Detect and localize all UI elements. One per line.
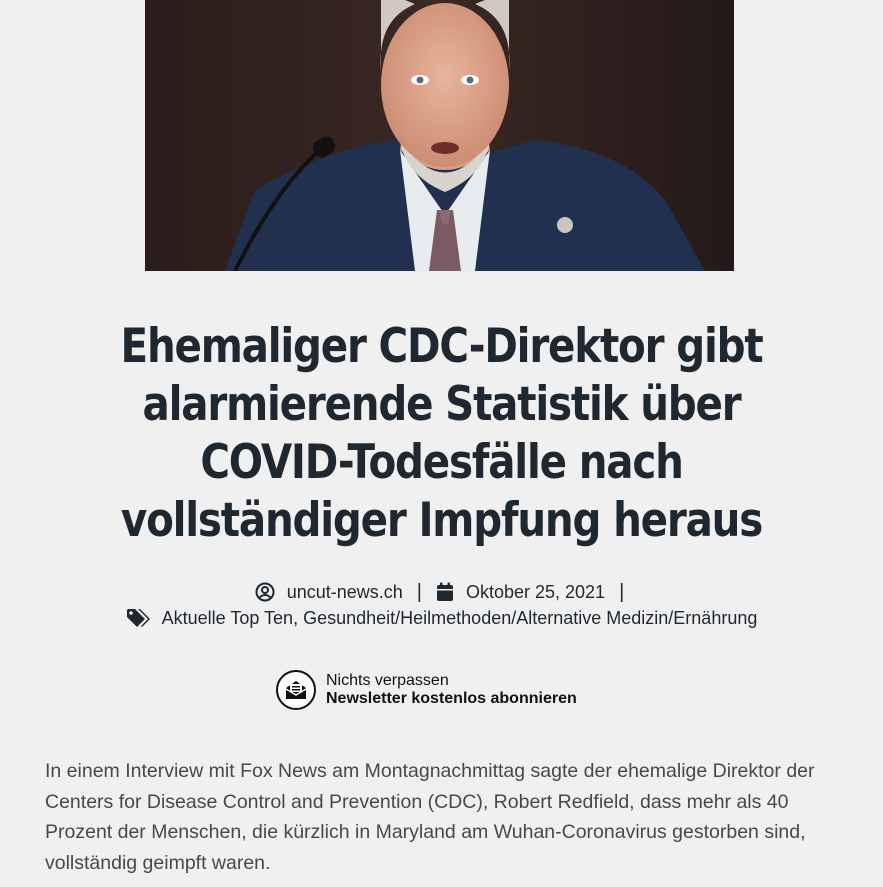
newsletter-line2: Newsletter kostenlos abonnieren <box>326 690 577 707</box>
tags-icon <box>126 608 152 628</box>
article-title: Ehemaliger CDC-Direktor gibt alarmierende Statistik über COVID-Todesfälle nach vollständiger Impfung heraus <box>120 319 763 548</box>
meta-separator: | <box>416 580 422 603</box>
article-meta <box>0 578 883 606</box>
author-link[interactable]: uncut-news.ch <box>286 581 403 602</box>
article-body: In einem Interview mit Fox News am Montagnachmittag sagte der ehemalige Direktor der Centers for Disease Control and Prevention (CDC), Robert Redfield, dass mehr als 40 Prozent der Menschen, die kürzlich in Maryland am Wuhan-Coronavirus gestorben sind, vollständig geimpft waren. <box>45 760 815 874</box>
envelope-open-icon <box>276 670 316 710</box>
hero-photo-illustration <box>145 0 734 271</box>
article-categories <box>0 604 883 632</box>
date-meta <box>436 582 605 603</box>
date-link[interactable]: Oktober 25, 2021 <box>465 581 606 602</box>
category-link-gesundheit[interactable]: Gesundheit/Heilmethoden/Alternative Medizin/Ernährung <box>303 607 758 628</box>
category-link-top-ten[interactable]: Aktuelle Top Ten <box>161 607 294 628</box>
newsletter-text <box>326 672 577 708</box>
meta-separator: | <box>619 580 625 603</box>
calendar-icon <box>436 582 454 602</box>
category-comma: , <box>293 607 299 628</box>
newsletter-line1: Nichts verpassen <box>326 672 449 689</box>
category-list <box>162 608 758 629</box>
author-meta <box>255 582 403 603</box>
newsletter-subscribe-link[interactable] <box>276 668 577 712</box>
hero-image <box>145 0 734 271</box>
user-circle-icon <box>255 582 275 602</box>
